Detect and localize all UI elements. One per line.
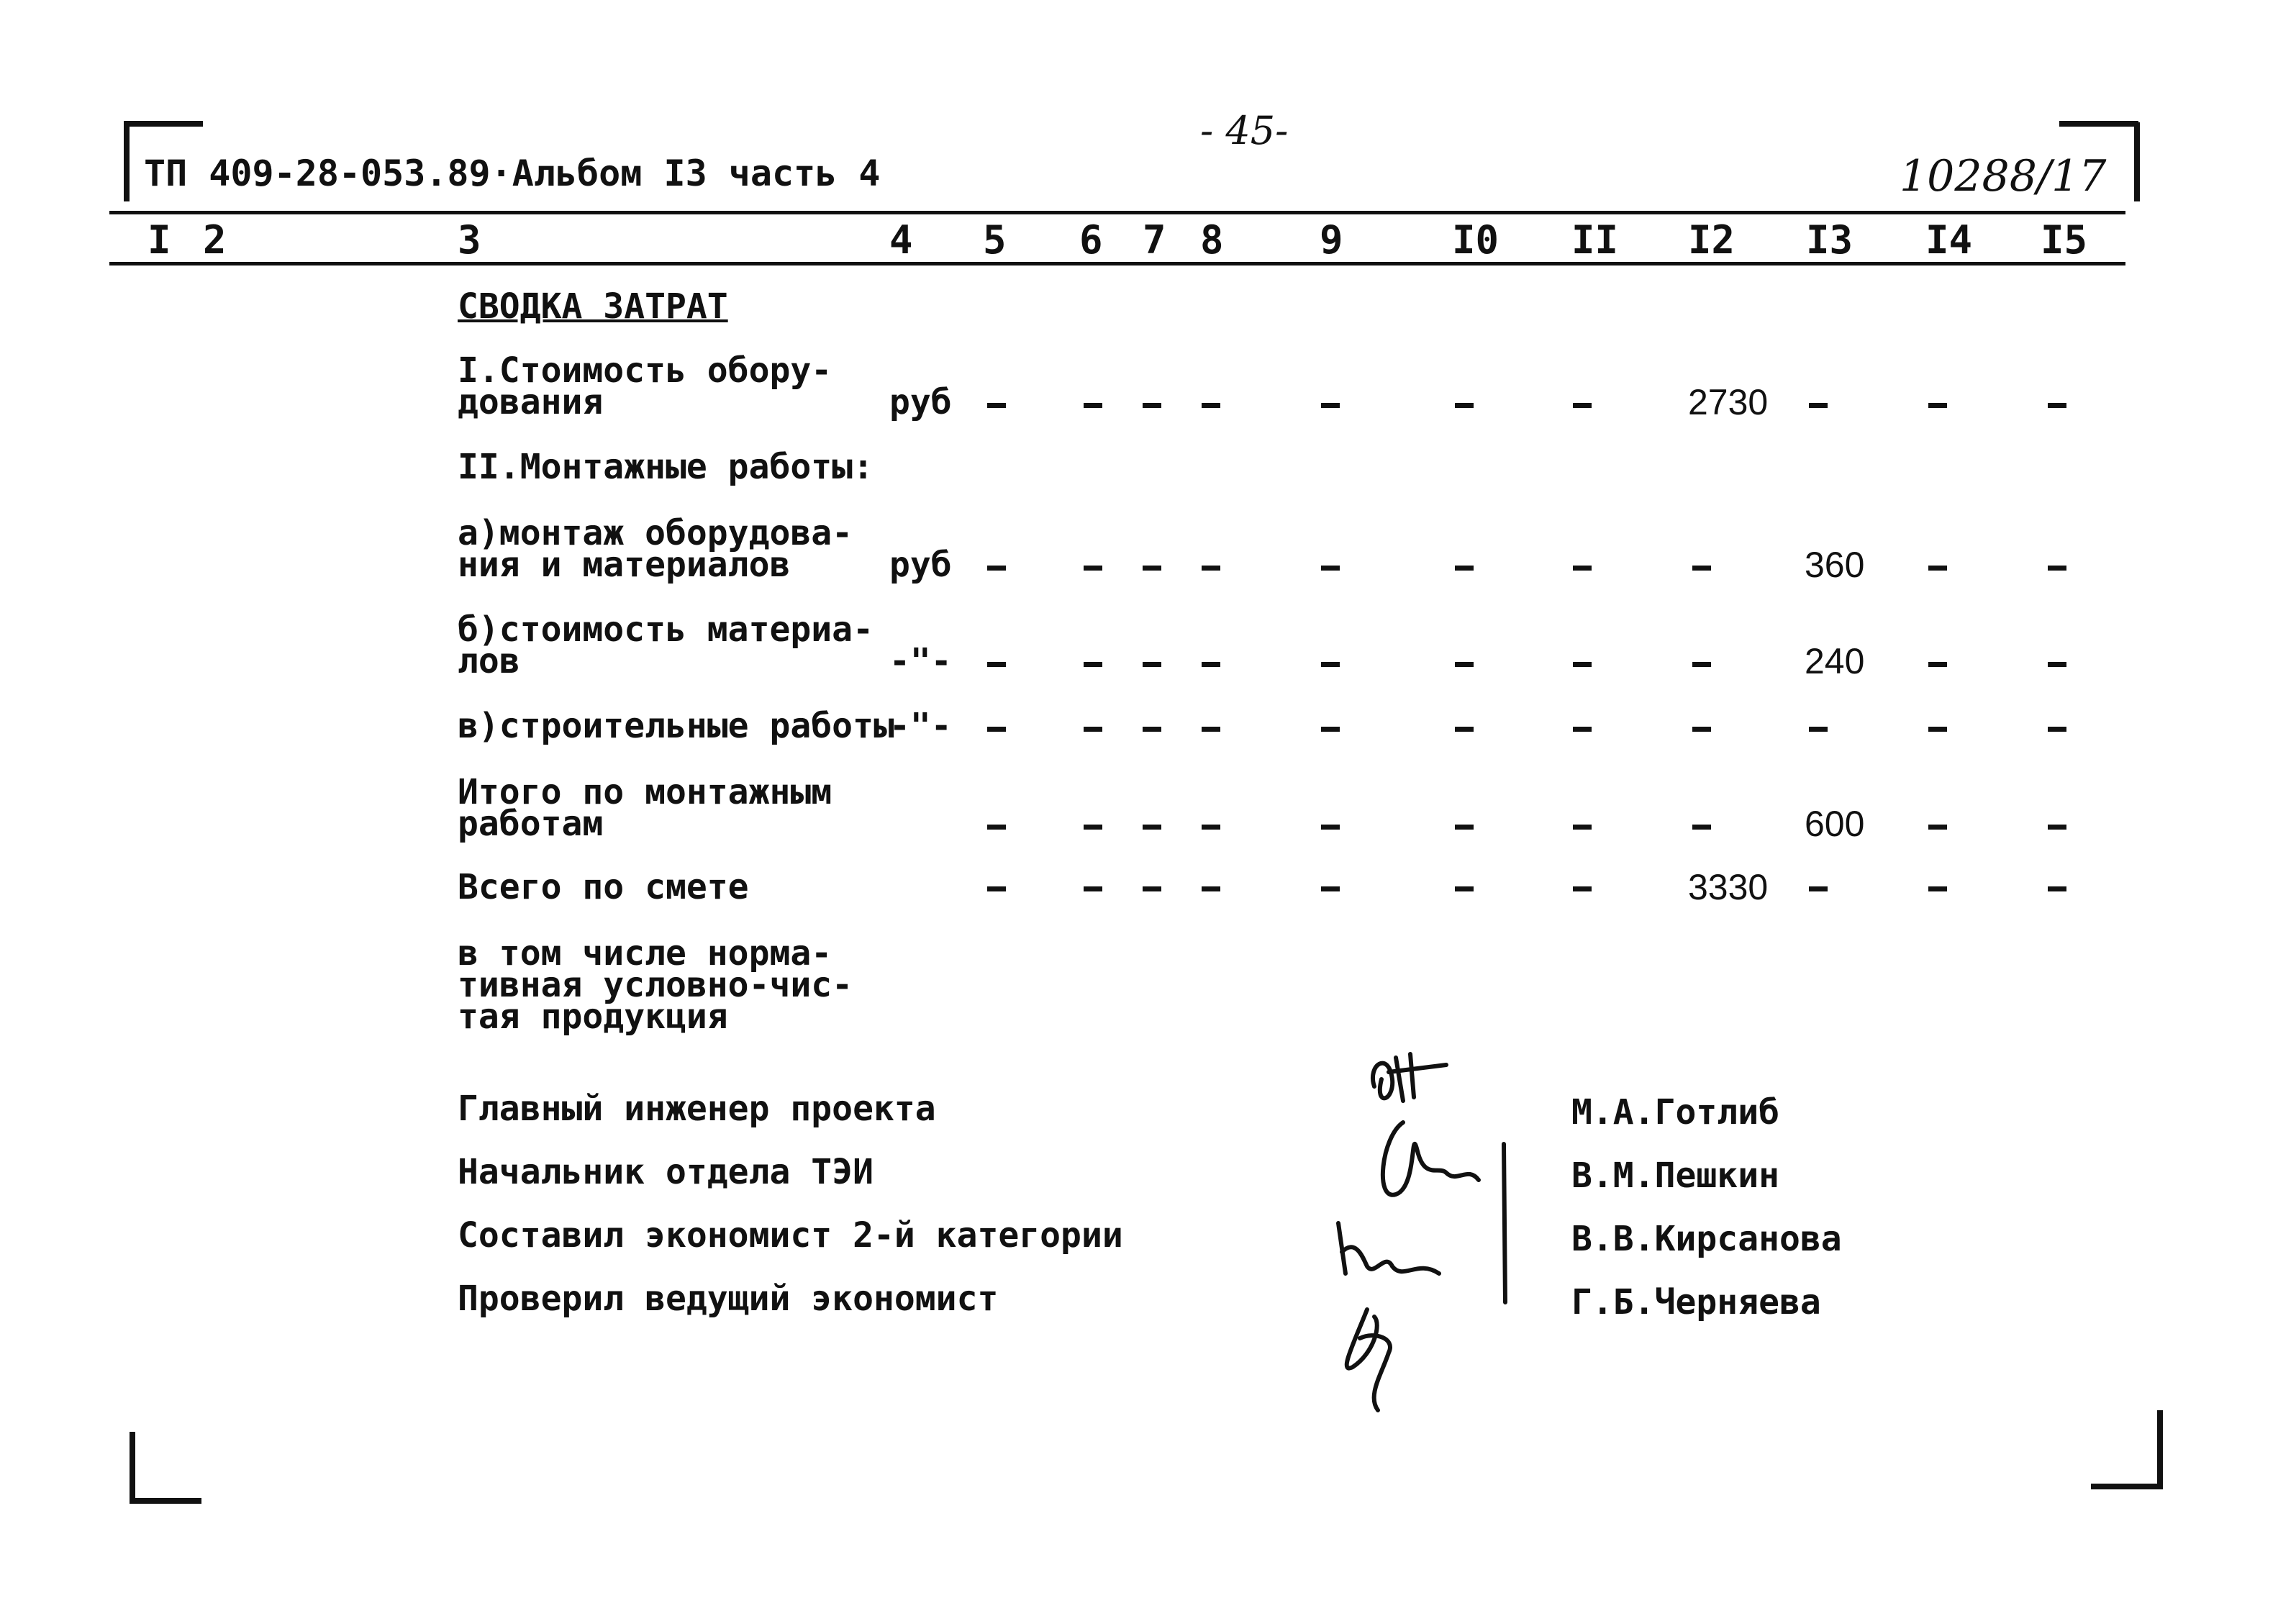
row-label-line: работам — [458, 804, 604, 844]
corner-bottom-right-horizontal — [2091, 1484, 2163, 1489]
empty-cell-dash — [1928, 403, 1947, 408]
empty-cell-dash — [987, 662, 1006, 667]
row-label-line: Всего по смете — [458, 867, 749, 907]
empty-cell-dash — [2048, 886, 2066, 891]
empty-cell-dash — [2048, 566, 2066, 571]
row-label-line: дования — [458, 382, 604, 422]
row-value-col13: 240 — [1805, 641, 1865, 681]
empty-cell-dash — [1573, 566, 1592, 571]
empty-cell-dash — [1692, 566, 1711, 571]
row-unit: -"- — [889, 706, 952, 746]
empty-cell-dash — [1143, 662, 1161, 667]
row-label-line: тая продукция — [458, 997, 728, 1037]
empty-cell-dash — [1143, 727, 1161, 732]
row-label-line: ния и материалов — [458, 545, 791, 585]
empty-cell-dash — [1928, 727, 1947, 732]
row-label-line: I.Стоимость обору- — [458, 350, 832, 391]
row-unit: -"- — [889, 641, 952, 681]
signature-role: Составил экономист 2-й категории — [458, 1215, 1123, 1256]
corner-bottom-left-vertical — [130, 1432, 135, 1504]
empty-cell-dash — [2048, 825, 2066, 830]
col-header-4: 4 — [889, 217, 913, 263]
row-unit: руб — [889, 545, 952, 585]
row-label-line: Итого по монтажным — [458, 772, 832, 812]
empty-cell-dash — [1692, 662, 1711, 667]
empty-cell-dash — [2048, 662, 2066, 667]
empty-cell-dash — [987, 727, 1006, 732]
empty-cell-dash — [2048, 727, 2066, 732]
inventory-number: 10288/17 — [1900, 151, 2107, 201]
row-label-line: в том числе норма- — [458, 933, 832, 973]
empty-cell-dash — [1809, 727, 1828, 732]
empty-cell-dash — [1084, 662, 1102, 667]
empty-cell-dash — [1928, 566, 1947, 571]
col-header-10: I0 — [1452, 217, 1499, 263]
empty-cell-dash — [987, 825, 1006, 830]
col-header-12: I2 — [1688, 217, 1735, 263]
row-value-col12: 3330 — [1688, 867, 1769, 907]
col-header-2: 2 — [203, 217, 227, 263]
empty-cell-dash — [1455, 403, 1474, 408]
row-value-col12: 2730 — [1688, 382, 1769, 422]
empty-cell-dash — [1143, 566, 1161, 571]
signature-role: Проверил ведущий экономист — [458, 1279, 999, 1319]
row-value-col13: 360 — [1805, 545, 1865, 585]
section-title: СВОДКА ЗАТРАТ — [458, 286, 728, 327]
empty-cell-dash — [1084, 566, 1102, 571]
signatory-name: М.А.Готлиб — [1571, 1092, 1779, 1132]
empty-cell-dash — [1455, 886, 1474, 891]
empty-cell-dash — [1692, 727, 1711, 732]
header-rule-top — [109, 211, 2125, 214]
empty-cell-dash — [1084, 886, 1102, 891]
empty-cell-dash — [1455, 825, 1474, 830]
document-id: ТП 409-28-053.89·Альбом I3 часть 4 — [144, 153, 881, 194]
col-header-15: I5 — [2041, 217, 2088, 263]
signature-role: Начальник отдела ТЭИ — [458, 1152, 874, 1192]
empty-cell-dash — [1202, 403, 1220, 408]
col-header-9: 9 — [1320, 217, 1343, 263]
row-label-line: лов — [458, 641, 520, 681]
empty-cell-dash — [1809, 886, 1828, 891]
empty-cell-dash — [1928, 886, 1947, 891]
empty-cell-dash — [1928, 662, 1947, 667]
corner-top-left-vertical — [124, 122, 130, 201]
row-label-line: тивная условно-чис- — [458, 965, 853, 1005]
handwritten-signatures — [1324, 1036, 1540, 1425]
empty-cell-dash — [1143, 403, 1161, 408]
empty-cell-dash — [1202, 727, 1220, 732]
empty-cell-dash — [987, 403, 1006, 408]
empty-cell-dash — [1573, 727, 1592, 732]
signatory-name: В.В.Кирсанова — [1571, 1219, 1842, 1259]
empty-cell-dash — [1143, 886, 1161, 891]
corner-top-right-vertical — [2134, 122, 2140, 201]
empty-cell-dash — [1573, 825, 1592, 830]
empty-cell-dash — [1321, 886, 1340, 891]
empty-cell-dash — [1202, 662, 1220, 667]
empty-cell-dash — [1321, 403, 1340, 408]
empty-cell-dash — [1455, 727, 1474, 732]
empty-cell-dash — [1573, 662, 1592, 667]
col-header-1: I — [148, 217, 171, 263]
row-value-col13: 600 — [1805, 804, 1865, 844]
empty-cell-dash — [1143, 825, 1161, 830]
corner-top-right-horizontal — [2059, 121, 2138, 127]
empty-cell-dash — [2048, 403, 2066, 408]
col-header-3: 3 — [458, 217, 481, 263]
col-header-11: II — [1571, 217, 1619, 263]
empty-cell-dash — [1321, 727, 1340, 732]
signatory-name: В.М.Пешкин — [1571, 1156, 1779, 1196]
empty-cell-dash — [987, 566, 1006, 571]
empty-cell-dash — [1455, 566, 1474, 571]
corner-top-left-horizontal — [124, 121, 203, 127]
empty-cell-dash — [1573, 886, 1592, 891]
col-header-6: 6 — [1079, 217, 1103, 263]
col-header-8: 8 — [1200, 217, 1224, 263]
page-number: - 45- — [1200, 108, 1289, 153]
empty-cell-dash — [1809, 403, 1828, 408]
empty-cell-dash — [987, 886, 1006, 891]
empty-cell-dash — [1692, 825, 1711, 830]
col-header-7: 7 — [1143, 217, 1166, 263]
empty-cell-dash — [1455, 662, 1474, 667]
row-label-line: в)строительные работы — [458, 706, 894, 746]
empty-cell-dash — [1928, 825, 1947, 830]
empty-cell-dash — [1202, 566, 1220, 571]
empty-cell-dash — [1321, 566, 1340, 571]
row-label-line: II.Монтажные работы: — [458, 447, 874, 487]
empty-cell-dash — [1084, 403, 1102, 408]
col-header-5: 5 — [983, 217, 1007, 263]
empty-cell-dash — [1202, 825, 1220, 830]
row-label-line: а)монтаж оборудова- — [458, 513, 853, 553]
empty-cell-dash — [1321, 662, 1340, 667]
empty-cell-dash — [1573, 403, 1592, 408]
col-header-14: I4 — [1925, 217, 1973, 263]
col-header-13: I3 — [1806, 217, 1853, 263]
empty-cell-dash — [1321, 825, 1340, 830]
signatory-name: Г.Б.Черняева — [1571, 1282, 1821, 1322]
empty-cell-dash — [1202, 886, 1220, 891]
row-label-line: б)стоимость материа- — [458, 609, 874, 650]
corner-bottom-right-vertical — [2157, 1410, 2163, 1489]
empty-cell-dash — [1084, 825, 1102, 830]
empty-cell-dash — [1084, 727, 1102, 732]
row-unit: руб — [889, 382, 952, 422]
corner-bottom-left-horizontal — [130, 1498, 201, 1504]
signature-role: Главный инженер проекта — [458, 1089, 936, 1129]
